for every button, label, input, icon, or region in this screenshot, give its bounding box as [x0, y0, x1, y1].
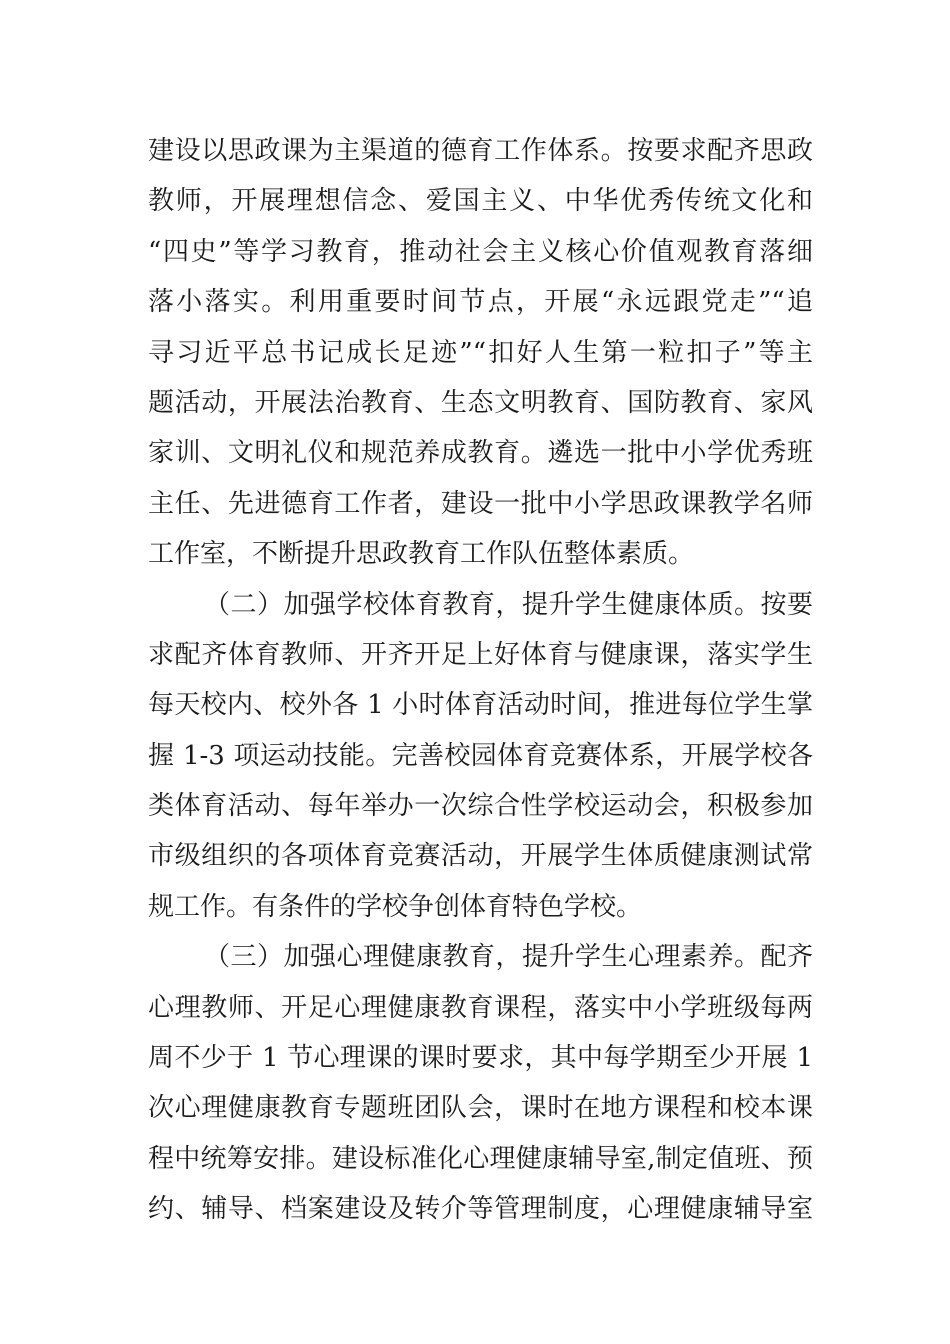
text-line: 寻习近平总书记成长足迹”“扣好人生第一粒扣子”等主 — [148, 337, 813, 368]
text-line: 心理教师、开足心理健康教育课程，落实中小学班级每两 — [148, 992, 813, 1023]
text-line: 主任、先进德育工作者，建设一批中小学思政课教学名师 — [148, 488, 813, 519]
paragraph-heading-line: （二）加强学校体育教育，提升学生健康体质。按要 — [204, 589, 813, 620]
text-line: 家训、文明礼仪和规范养成教育。遴选一批中小学优秀班 — [148, 438, 813, 469]
text-line: 教师，开展理想信念、爱国主义、中华优秀传统文化和 — [148, 186, 813, 217]
text-line: 市级组织的各项体育竞赛活动，开展学生体质健康测试常 — [148, 841, 813, 872]
document-body — [148, 126, 813, 1235]
text-line: “四史”等学习教育，推动社会主义核心价值观教育落细 — [148, 236, 813, 267]
text-line: 周不少于 1 节心理课的课时要求，其中每学期至少开展 1 — [148, 1043, 813, 1074]
text-line: 规工作。有条件的学校争创体育特色学校。 — [148, 891, 643, 922]
text-line: 工作室，不断提升思政教育工作队伍整体素质。 — [148, 539, 695, 570]
paragraph-physical-education — [148, 580, 813, 933]
text-line: 类体育活动、每年举办一次综合性学校运动会，积极参加 — [148, 791, 813, 822]
text-line: 握 1-3 项运动技能。完善校园体育竞赛体系，开展学校各 — [148, 740, 813, 771]
text-line: 次心理健康教育专题班团队会，课时在地方课程和校本课 — [148, 1093, 813, 1124]
paragraph-mental-health — [148, 932, 813, 1234]
text-line: 落小落实。利用重要时间节点，开展“永远跟党走”“追 — [148, 287, 813, 318]
paragraph-heading-line: （三）加强心理健康教育，提升学生心理素养。配齐 — [204, 942, 813, 973]
paragraph-moral-education — [148, 126, 813, 580]
text-line: 求配齐体育教师、开齐开足上好体育与健康课，落实学生 — [148, 639, 813, 670]
text-line: 约、辅导、档案建设及转介等管理制度，心理健康辅导室 — [148, 1194, 813, 1225]
text-line: 建设以思政课为主渠道的德育工作体系。按要求配齐思政 — [148, 136, 813, 166]
text-line: 程中统筹安排。建设标准化心理健康辅导室,制定值班、预 — [148, 1143, 813, 1174]
text-line: 每天校内、校外各 1 小时体育活动时间，推进每位学生掌 — [148, 690, 813, 721]
text-line: 题活动，开展法治教育、生态文明教育、国防教育、家风 — [148, 387, 813, 418]
